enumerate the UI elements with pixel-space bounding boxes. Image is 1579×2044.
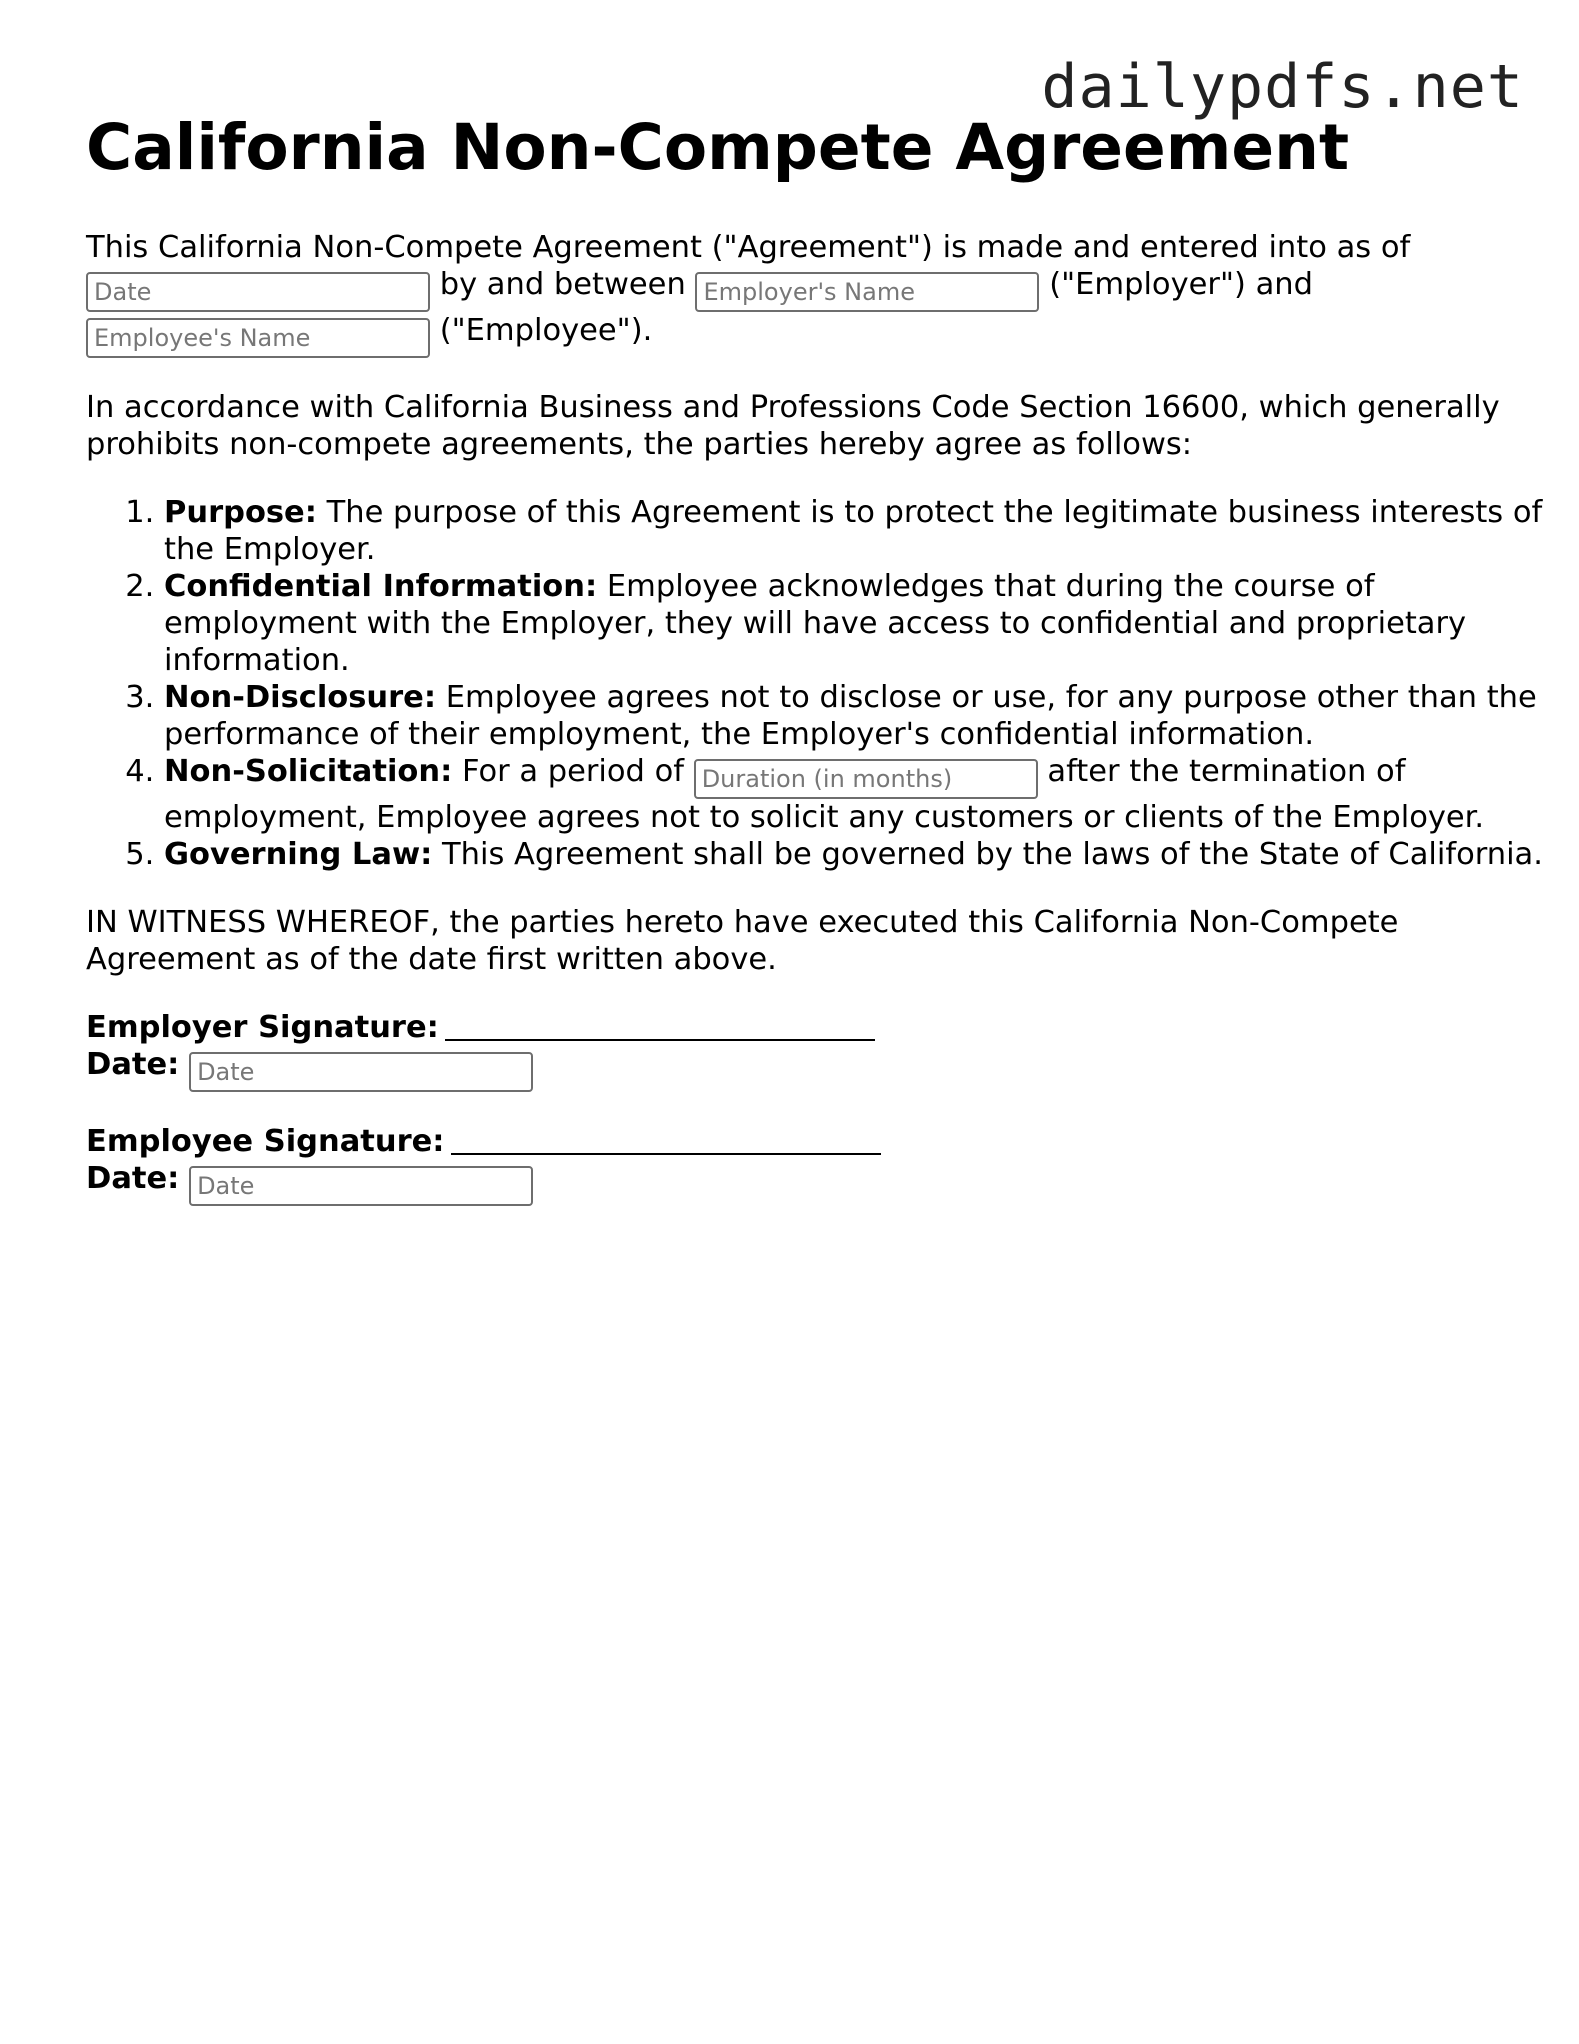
clause-text: Employee acknowledges that during the course of employment with the Employer, they will have access to confidential and proprietary information.	[164, 569, 1467, 678]
employee-signature-line[interactable]	[451, 1123, 881, 1155]
intro-text-4: ("Employee").	[439, 313, 653, 348]
clause-heading: Purpose:	[164, 495, 317, 530]
clause-heading: Non-Solicitation:	[164, 754, 453, 789]
document-title: California Non-Compete Agreement	[86, 111, 1350, 184]
clause-heading: Governing Law:	[164, 837, 433, 872]
clause-purpose	[164, 494, 1564, 568]
employer-name-field[interactable]	[695, 272, 1039, 312]
clause-governing-law	[164, 836, 1564, 873]
clause-text: The purpose of this Agreement is to protect the legitimate business interests of the Employer.	[164, 495, 1543, 567]
employer-date-label: Date:	[86, 1047, 180, 1082]
duration-months-field[interactable]	[694, 759, 1038, 799]
intro-paragraph	[86, 229, 1506, 358]
clause-non-solicitation	[164, 753, 1564, 836]
intro-text-1: This California Non-Compete Agreement ("Agreement") is made and entered into as of	[86, 230, 1411, 265]
employee-date-label: Date:	[86, 1161, 180, 1196]
employee-signature-label: Employee Signature:	[86, 1124, 445, 1159]
agreement-date-field[interactable]	[86, 272, 430, 312]
witness-paragraph: IN WITNESS WHEREOF, the parties hereto have executed this California Non-Compete Agreement as of the date first written above.	[86, 905, 1399, 977]
intro-text-2: by and between	[439, 267, 686, 302]
employee-signature-block	[86, 1123, 1506, 1206]
employee-name-field[interactable]	[86, 318, 430, 358]
clause-confidential-information	[164, 568, 1564, 679]
employee-date-field[interactable]	[189, 1166, 533, 1206]
clause-heading: Non-Disclosure:	[164, 680, 437, 715]
clause-text: Employee agrees not to disclose or use, for any purpose other than the performance of their employment, the Employer's confidential information.	[164, 680, 1537, 752]
clause-text: This Agreement shall be governed by the laws of the State of California.	[442, 837, 1543, 872]
clause-text-before: For a period of	[461, 754, 684, 789]
employer-signature-block	[86, 1009, 1506, 1092]
employer-date-field[interactable]	[189, 1052, 533, 1092]
employer-signature-label: Employer Signature:	[86, 1010, 439, 1045]
intro-text-3: ("Employer") and	[1049, 267, 1313, 302]
clause-text-after: after the termination of employment, Employee agrees not to solicit any customers or clients of the Employer.	[164, 754, 1485, 835]
clause-list	[86, 494, 1564, 873]
document-page	[86, 110, 1543, 1206]
clause-non-disclosure	[164, 679, 1564, 753]
clause-heading: Confidential Information:	[164, 569, 598, 604]
preamble-paragraph: In accordance with California Business and Professions Code Section 16600, which generally prohibits non-compete agreements, the parties hereby agree as follows:	[86, 390, 1500, 462]
employer-signature-line[interactable]	[445, 1009, 875, 1041]
watermark: dailypdfs.net	[1041, 52, 1524, 122]
